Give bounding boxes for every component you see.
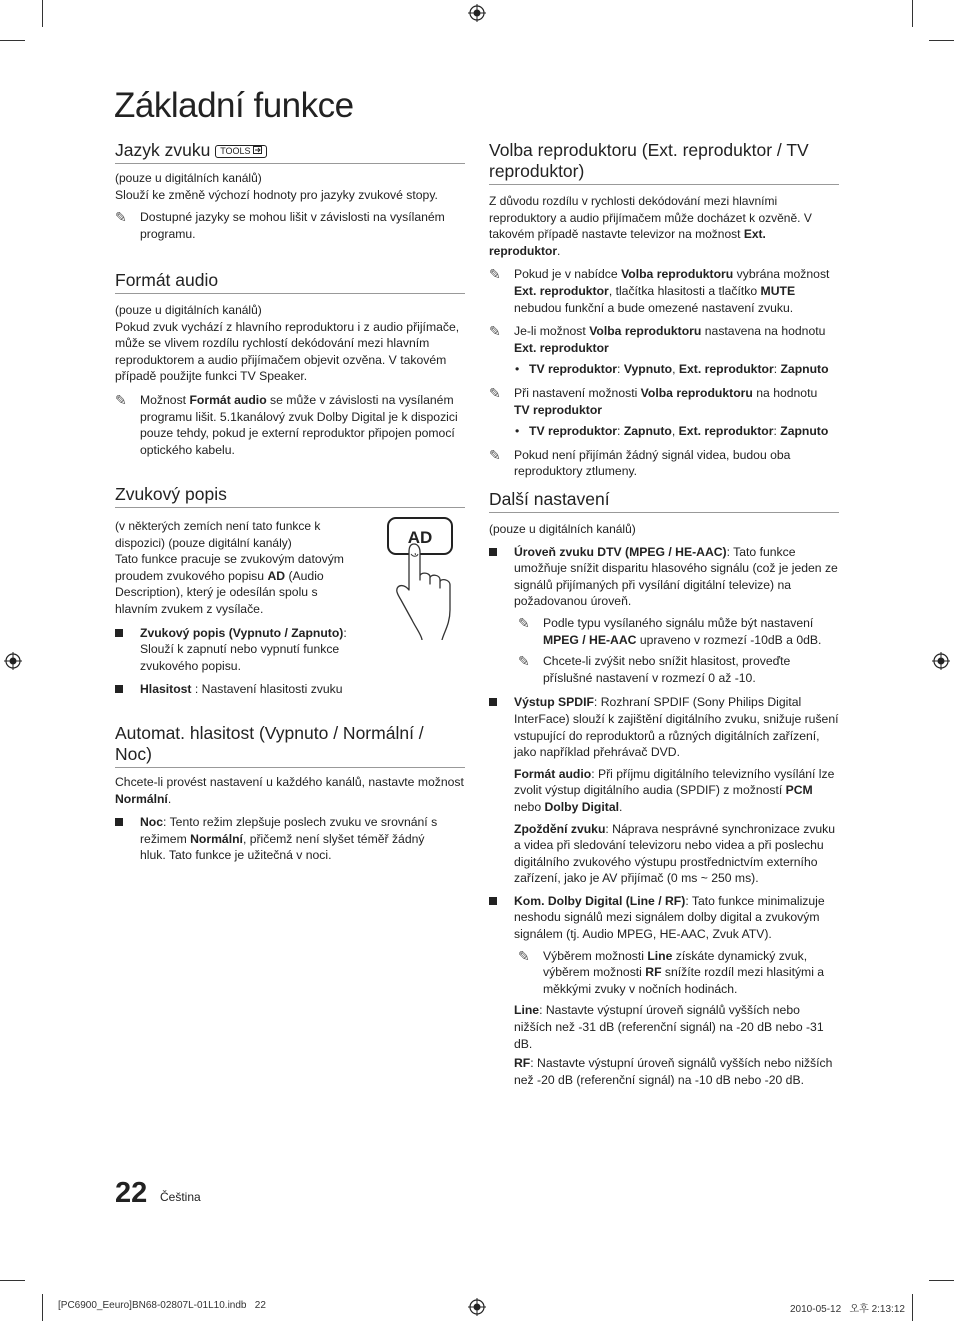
square-bullet-icon <box>489 698 497 706</box>
section-jazyk-zvuku <box>115 140 465 242</box>
tools-badge: TOOLS <box>215 145 267 158</box>
pencil-note-icon: ✎ <box>115 209 127 226</box>
bullet-item: Zvukový popis (Vypnuto / Zapnuto): Slouží k zapnutí nebo vypnutí funkce zvukového popisu. <box>115 625 370 675</box>
crop-mark <box>42 1294 43 1321</box>
paragraph: RF: Nastavte výstupní úroveň signálů vyšších nebo nižších než -20 dB (referenční signál) na -10 dB nebo -20 dB. <box>514 1056 833 1087</box>
pencil-note-icon: ✎ <box>518 947 530 964</box>
registration-mark-icon <box>468 1298 486 1316</box>
note: ✎ Je-li možnost Volba reproduktoru nastavena na hodnotu Ext. reproduktor <box>489 323 826 355</box>
note: ✎ Podle typu vysílaného signálu může být nastavení MPEG / HE-AAC upraveno v rozmezí -10dB a 0dB. <box>518 614 822 647</box>
pencil-note-icon: ✎ <box>115 391 127 408</box>
section-automat-hlasitost <box>115 723 465 864</box>
ad-button-illustration: AD <box>387 517 453 555</box>
note: ✎ Při nastavení možnosti Volba reproduktoru na hodnotu TV reproduktor <box>489 384 818 417</box>
page-number: 22 <box>115 1177 148 1209</box>
square-bullet-icon <box>115 685 123 693</box>
crop-mark <box>0 1280 25 1281</box>
page-title: Základní funkce <box>114 86 354 125</box>
text-line: (pouze u digitálních kanálů) <box>115 171 262 185</box>
section-title: Volba reproduktoru (Ext. reproduktor / TV reproduktor) <box>489 140 839 185</box>
bullet-item: Úroveň zvuku DTV (MPEG / HE-AAC): Tato funkce umožňuje snížit disparitu hlasového signálu (což je jeden ze signálů přijímaných při vysílání digitální televize) na požadovanou úroveň. <box>489 544 839 610</box>
bullet-item: Noc: Tento režim zlepšuje poslech zvuku ve srovnání s režimem Normální, přičemž není slyšet téměř žádný hluk. Tato funkce je užitečná v noci. <box>115 814 450 864</box>
paragraph: Tato funkce pracuje se zvukovým datovým proudem zvukového popisu AD (Audio Description), který je odesílán spolu s hlavním zvukem z vysílače. <box>115 552 344 616</box>
pencil-note-icon: ✎ <box>489 446 501 463</box>
paragraph: Chcete-li provést nastavení u každého kanálů, nastavte možnost Normální. <box>115 775 464 806</box>
pencil-note-icon: ✎ <box>489 266 501 283</box>
crop-mark <box>0 40 25 41</box>
section-title: Zvukový popis <box>115 484 465 508</box>
note: ✎ Pokud není přijímán žádný signál videa, budou oba reproduktory ztlumeny. <box>489 446 791 479</box>
pencil-note-icon: ✎ <box>489 384 501 401</box>
crop-mark <box>42 0 43 27</box>
text-line: (pouze u digitálních kanálů) <box>115 303 262 317</box>
print-date-info: 2010-05-12 오후 2:13:12 <box>790 1304 905 1315</box>
note: ✎ Chcete-li zvýšit nebo snížit hlasitost, proveďte příslušné nastavení v rozmezí 0 až -10. <box>518 653 791 685</box>
paragraph: Z důvodu rozdílu v rychlosti dekódování mezi hlavními reproduktory a audio přijímačem může docházet k ozvěně. V takovém případě nastavte televizor na možnost Ext. reproduktor. <box>489 194 812 258</box>
section-title: Další nastavení <box>489 489 839 513</box>
note: ✎ Pokud je v nabídce Volba reproduktoru vybrána možnost Ext. reproduktor, tlačítka hlasitosti a tlačítko MUTE nebudou funkční a bude omezené nastavení zvuku. <box>489 266 830 315</box>
square-bullet-icon <box>489 897 497 905</box>
pencil-note-icon: ✎ <box>518 653 530 670</box>
bullet-item: • TV reproduktor: Vypnuto, Ext. reproduktor: Zapnuto <box>515 362 829 377</box>
square-bullet-icon <box>489 548 497 556</box>
paragraph: Formát audio: Při příjmu digitálního televizního vysílání lze zvolit výstup digitálního audia (SPDIF) z možností PCM nebo Dolby Digital. <box>514 766 835 814</box>
bullet-item: Hlasitost : Nastavení hlasitosti zvuku <box>115 681 465 698</box>
section-title: Formát audio <box>115 270 465 294</box>
crop-mark <box>912 0 913 27</box>
note: ✎ Dostupné jazyky se mohou lišit v závislosti na vysílaném programu. <box>115 209 445 241</box>
pencil-note-icon: ✎ <box>518 614 530 631</box>
section-title: Jazyk zvuku TOOLS <box>115 140 465 164</box>
page-language: Čeština <box>160 1190 201 1204</box>
square-bullet-icon <box>115 818 123 826</box>
crop-mark <box>912 1294 913 1321</box>
print-file-info: [PC6900_Eeuro]BN68-02807L-01L10.indb 22 <box>58 1300 266 1311</box>
note: ✎ Možnost Formát audio se může v závislosti na vysílaném programu lišit. 5.1kanálový zvuk Dolby Digital je k dispozici pouze tehdy, pokud je externí reproduktor připojen pomocí optického kabelu. <box>115 391 458 457</box>
square-bullet-icon <box>115 629 123 637</box>
crop-mark <box>929 1280 954 1281</box>
bullet-item: • TV reproduktor: Zapnuto, Ext. reproduktor: Zapnuto <box>515 424 829 439</box>
registration-mark-icon <box>4 652 22 670</box>
text-line: (pouze u digitálních kanálů) <box>489 522 636 536</box>
text-line: Slouží ke změně výchozí hodnoty pro jazyky zvukové stopy. <box>115 187 438 202</box>
hand-pressing-button-icon <box>392 540 472 640</box>
tools-glyph-icon <box>253 146 262 154</box>
paragraph: (v některých zemích není tato funkce k dispozici) (pouze digitální kanály) <box>115 519 321 550</box>
paragraph: Pokud zvuk vychází z hlavního reproduktoru i z audio přijímače, může se vlivem rozdílu rychlostí dekódování mezi hlavním reproduktorem a audio přijímačem objevit ozvěna. V takovém případě použijte funkci TV Speaker. <box>115 319 460 384</box>
pencil-note-icon: ✎ <box>489 323 501 340</box>
note: ✎ Výběrem možnosti Line získáte dynamický zvuk, výběrem možnosti RF snížíte rozdíl mezi hlasitými a měkkými zvuky v nočních hodinách. <box>518 947 825 996</box>
section-title: Automat. hlasitost (Vypnuto / Normální / Noc) <box>115 723 465 768</box>
registration-mark-icon <box>468 4 486 22</box>
section-format-audio <box>115 270 465 458</box>
registration-mark-icon <box>932 652 950 670</box>
crop-mark <box>929 40 954 41</box>
paragraph: Line: Nastavte výstupní úroveň signálů vyšších nebo nižších než -31 dB (referenční signál) na -20 dB nebo -31 dB. <box>514 1003 824 1051</box>
bullet-item: Výstup SPDIF: Rozhraní SPDIF (Sony Philips Digital InterFace) slouží k zajištění digitálního zvuku, snižuje rušení vstupující do reproduktorů a různých digitálních zařízení, jako například přehrávač DVD. <box>489 694 839 760</box>
section-volba-reproduktoru <box>489 140 839 480</box>
section-dalsi-nastaveni <box>489 489 839 1088</box>
bullet-item: Kom. Dolby Digital (Line / RF): Tato funkce minimalizuje neshodu signálů mezi signálem dolby digital a zvukovým signálem (tj. Audio MPEG, HE-AAC, Zvuk ATV). <box>489 893 839 943</box>
paragraph: Zpoždění zvuku: Náprava nesprávné synchronizace zvuku a videa při sledování televizoru nebo videa a při poslechu digitálního zvukového výstupu prostřednictvím externího zařízení, jako je AV přijímač (0 ms ~ 250 ms). <box>514 821 836 886</box>
